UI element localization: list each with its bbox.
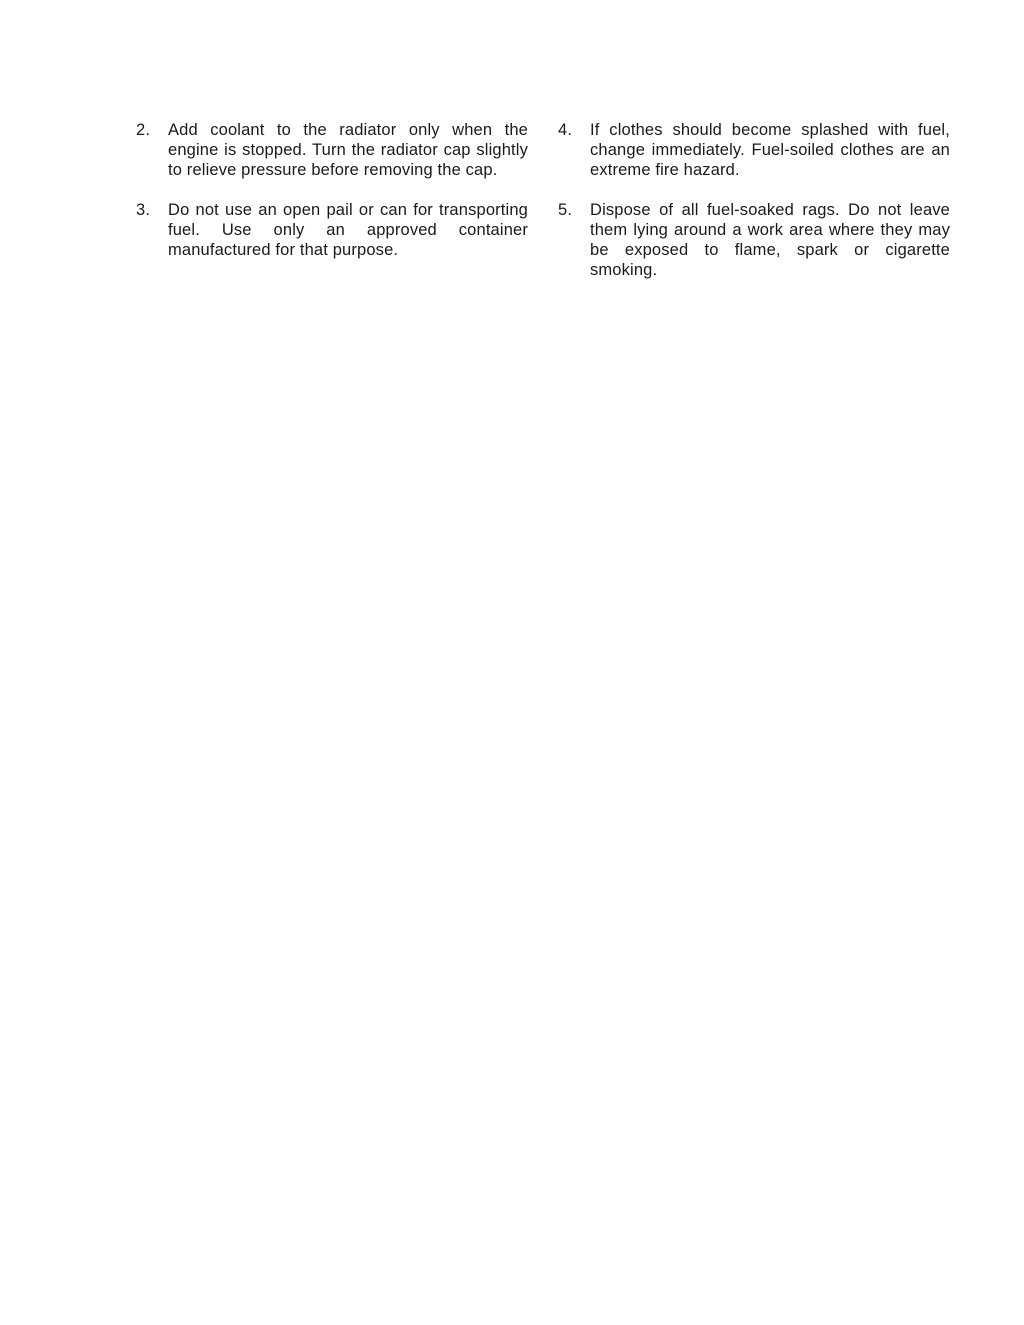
item-text: If clothes should become splashed with fuel, change immediately. Fuel-soiled clothes are an extreme fire hazard. [590,121,950,179]
list-item [558,200,950,280]
item-text: Add coolant to the radiator only when the engine is stopped. Turn the radiator cap slightly to relieve pressure before removing the cap. [168,121,528,179]
right-column [558,120,950,280]
item-text: Dispose of all fuel-soaked rags. Do not leave them lying around a work area where they may be exposed to flame, spark or cigarette smoking. [590,201,950,279]
left-column [136,120,528,260]
item-number: 2. [136,121,151,139]
item-number: 4. [558,121,573,139]
list-item [136,120,528,180]
list-item [136,200,528,260]
item-number: 3. [136,201,151,219]
item-text: Do not use an open pail or can for transporting fuel. Use only an approved container manufactured for that purpose. [168,201,528,259]
list-item [558,120,950,180]
item-number: 5. [558,201,573,219]
